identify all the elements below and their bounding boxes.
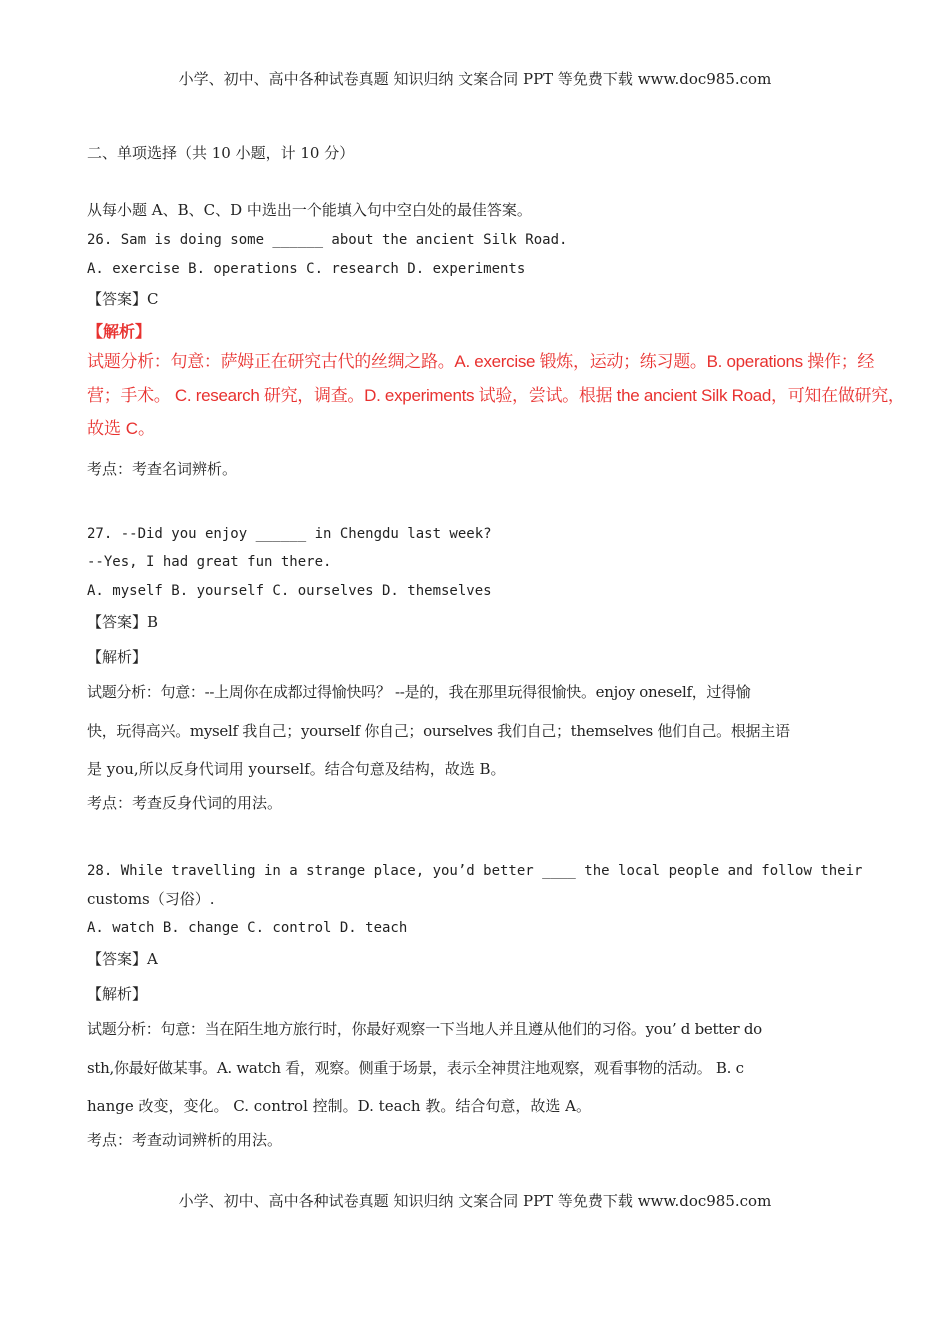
page-footer: 小学、初中、高中各种试卷真题 知识归纳 文案合同 PPT 等免费下载 www.doc985.com [178,1192,772,1210]
analysis-line: 营；手术。 C. research 研究，调查。D. experiments 试验，尝试。根据 the ancient Silk Road，可知在做研究， [87,386,905,405]
question-stem: --Yes, I had great fun there. [87,554,332,570]
question-stem: 26. Sam is doing some ______ about the ancient Silk Road. [87,232,568,248]
knowledge-point: 考点：考查反身代词的用法。 [87,794,283,812]
analysis-line: 快，玩得高兴。myself 我自己；yourself 你自己；ourselves 我们自己；themselves 他们自己。根据主语 [87,722,790,740]
knowledge-point: 考点：考查动词辨析的用法。 [87,1131,283,1149]
question-stem: 28. While travelling in a strange place, you’d better ____ the local people and follow their [87,863,863,879]
page-header: 小学、初中、高中各种试卷真题 知识归纳 文案合同 PPT 等免费下载 www.doc985.com [178,70,772,88]
question-options: A. myself B. yourself C. ourselves D. themselves [87,583,492,599]
answer: 【答案】C [87,290,159,308]
section-instruction: 从每小题 A、B、C、D 中选出一个能填入句中空白处的最佳答案。 [87,201,532,219]
question-options: A. watch B. change C. control D. teach [87,920,408,936]
analysis-line: hange 改变，变化。 C. control 控制。D. teach 教。结合句意，故选 A。 [87,1097,591,1115]
analysis-label: 【解析】 [87,322,152,341]
question-stem: 27. --Did you enjoy ______ in Chengdu last week? [87,526,492,542]
answer: 【答案】A [87,950,158,968]
analysis-label: 【解析】 [87,985,148,1003]
question-stem: customs（习俗）. [87,890,215,908]
question-options: A. exercise B. operations C. research D. experiments [87,261,526,277]
knowledge-point: 考点：考查名词辨析。 [87,460,238,478]
answer: 【答案】B [87,613,159,631]
section-title: 二、单项选择（共 10 小题，计 10 分） [87,144,355,162]
analysis-line: 故选 C。 [87,419,155,438]
analysis-line: 试题分析：句意：--上周你在成都过得愉快吗？ --是的，我在那里玩得很愉快。enjoy oneself，过得愉 [87,683,751,701]
analysis-label: 【解析】 [87,648,148,666]
analysis-line: 是 you,所以反身代词用 yourself。结合句意及结构，故选 B。 [87,760,506,778]
analysis-line: 试题分析：句意：当在陌生地方旅行时，你最好观察一下当地人并且遵从他们的习俗。you’ d better do [87,1020,762,1038]
analysis-line: 试题分析：句意：萨姆正在研究古代的丝绸之路。A. exercise 锻炼，运动；练习题。B. operations 操作；经 [87,352,875,371]
analysis-line: sth,你最好做某事。A. watch 看，观察。侧重于场景，表示全神贯注地观察，观看事物的活动。 B. c [87,1059,744,1077]
